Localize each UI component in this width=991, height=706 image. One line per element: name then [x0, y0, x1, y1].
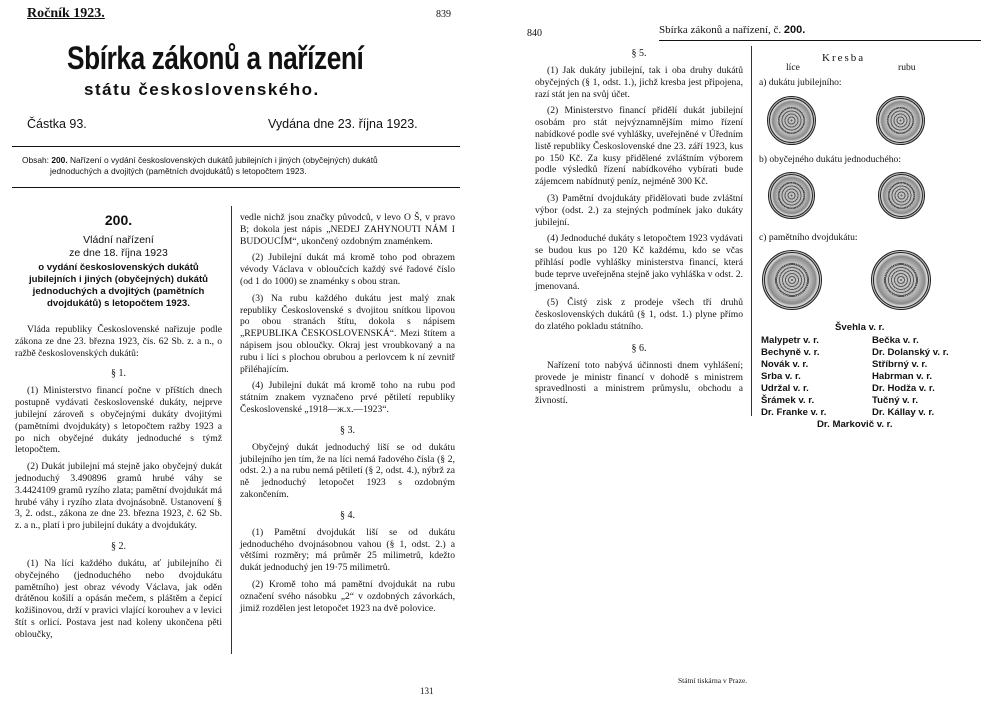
signature: Novák v. r. [761, 359, 809, 370]
footer-number: 131 [420, 686, 434, 696]
signature: Udržal v. r. [761, 383, 809, 394]
label-jubilee: a) dukátu jubilejního: [759, 77, 842, 88]
issue-date: Vydána dne 23. října 1923. [268, 117, 418, 131]
right-page [500, 0, 991, 706]
paragraph: (3) Pamětní dvojdukáty přidělovati bude zvláštní výbor (odst. 2.) za stejných podmínek jako dukáty jubilejní. [535, 192, 743, 228]
decree-number: 200. [104, 212, 133, 228]
divider [12, 187, 460, 188]
signature: Bechyně v. r. [761, 347, 820, 358]
decree-date: ze dne 18. října 1923 [69, 247, 168, 259]
running-title: Sbírka zákonů a nařízení, č. [659, 24, 782, 36]
column-rule [751, 46, 752, 416]
section-heading: § 2. [111, 540, 126, 552]
left-page [0, 0, 478, 706]
signature-head: Švehla v. r. [835, 322, 885, 333]
section-heading: § 6. [631, 342, 647, 354]
paragraph: (4) Jednoduché dukáty s letopočtem 1923 vydávati se budou kus po 120 Kč každému, kdo se včas přihlásí podle vyhlášky ministerstva financí, která bude teprve uveřejněna stejně jako vyhláška v odst. 2. jmenovaná. [535, 233, 743, 292]
signature: Dr. Kállay v. r. [872, 407, 935, 418]
signature: Stříbrný v. r. [872, 359, 928, 370]
page-number: 839 [436, 9, 451, 20]
divider [12, 146, 460, 147]
text-column [535, 48, 743, 407]
paragraph: (2) Kromě toho má pamětní dvojdukát na rubu označení svého násobku „2“ v ozdobných závorkách, jimiž rozdělen jest letopočet 1923 na dvě polovice. [240, 578, 455, 614]
column-1 [15, 212, 222, 641]
reverse-label: rubu [898, 62, 916, 73]
paragraph: (1) Ministerstvo financí počne v příštích dnech postupně vydávati československé dukáty, nejprve jubilejní zároveň s obyčejnými dukáty dvojitými (pamětními dvojdukáty) s letopočtem ražby 1923 a po nich obyčejné dukáty jednoduché s týmž letopočtem. [15, 385, 222, 456]
simple-obverse-coin [768, 172, 815, 219]
signature: Srba v. r. [761, 371, 801, 382]
signature: Dr. Dolanský v. r. [872, 347, 949, 358]
printer-imprint: Státní tiskárna v Praze. [678, 676, 748, 685]
masthead-subtitle: státu československého. [84, 80, 320, 99]
section-heading: § 1. [111, 368, 126, 380]
paragraph: vedle nichž jsou značky původců, v levo O Š, v pravo B; dokola jest nápis „NEDEJ ZAHYNOUTI NÁM I BUDOUCÍM“, ukončený ozdobným znaménkem. [240, 212, 455, 247]
signature: Tučný v. r. [872, 395, 919, 406]
decree-title: Vládní nařízení [83, 234, 154, 246]
section-heading: § 4. [340, 509, 355, 521]
decree-subject: o vydání československých dukátů jubilejních i jiných (obyčejných) dukátů jednoduchých a dvojitých (pamětních dvojdukátů) s letopočtem 1923. [28, 262, 209, 309]
double-reverse-coin [871, 250, 931, 310]
double-obverse-coin [762, 250, 822, 310]
signature: Habrman v. r. [872, 371, 933, 382]
label-double: c) pamětního dvojdukátu: [759, 232, 858, 243]
column-rule [231, 206, 232, 654]
paragraph: (2) Ministerstvo financí přidělí dukát jubilejní osobám pro stát nejvýznamnějším mimo řízení nabídkové podle své vyhlášky, uveřejněné v Úředním listě republiky Československé dne 23. září 1923, kus po 150 Kč. Za kusy přidělené zvláštním výborem podle výsledků řízení nabídkového vybírati bude zájemcem nabídnutý peníz, nejméně 300 Kč. [535, 105, 743, 188]
contents-box [22, 155, 452, 177]
section-heading: § 5. [631, 48, 647, 59]
obverse-label: líce [786, 62, 800, 73]
label-simple: b) obyčejného dukátu jednoduchého: [759, 154, 901, 165]
column-2 [240, 212, 455, 614]
signature: Dr. Hodža v. r. [872, 383, 935, 394]
paragraph: (5) Čistý zisk z prodeje všech tří druhů československých dukátů (§ 1, odst. 1.) plyne přímo do zlatého pokladu státního. [535, 297, 743, 332]
paragraph: (1) Na líci každého dukátu, ať jubilejního či obyčejného (jednoduchého nebo dvojdukátu pamětního) jest obraz vévody Václava, jak oděn drátěnou košilí a opásán mečem, s pláštěm a čepicí kožišinovou, drží v pravici vlající korouhev a v levici štít s orlicí. Postava jest nad koleny ukončena pěti obloučky, [15, 557, 222, 640]
contents-label: Obsah: [22, 155, 50, 165]
paragraph: (1) Pamětní dvojdukát liší se od dukátu jednoduchého dvojnásobnou vahou (§ 1, odst. 2.) a většími rozměry; má průměr 25 milimetrů, kdežto dukát jednoduchý jen 19·75 milimetrů. [240, 526, 455, 574]
signature: Dr. Markovič v. r. [817, 419, 893, 430]
contents-text-2: jednoduchých a dvojitých (pamětních dvojdukátů) s letopočtem 1923. [50, 166, 307, 176]
paragraph: (1) Jak dukáty jubilejní, tak i oba druhy dukátů obyčejných (§ 1, odst. 1.), jichž kresba jest připojena, razí stát jen na svůj účet. [535, 65, 743, 100]
section-heading: § 3. [340, 424, 355, 436]
running-header [659, 24, 805, 36]
page-number: 840 [527, 28, 542, 39]
drawing-title: Kresba [822, 52, 866, 64]
paragraph: (2) Jubilejní dukát má kromě toho pod obrazem vévody Václava v obloučcích každý své řadové číslo (od 1 do 1000) se znaménky s obou stran. [240, 252, 455, 287]
signature: Bečka v. r. [872, 335, 919, 346]
running-number: 200. [783, 24, 806, 36]
jubilee-obverse-coin [767, 96, 816, 145]
signature: Šrámek v. r. [761, 395, 815, 406]
paragraph: (2) Dukát jubilejní má stejně jako obyčejný dukát jednoduchý 3.490896 gramů hrubé váhy se 3.4424109 gramů ryzího zlata; pamětní dvojdukát má hrubé váhy i ryzího zlata dvojnásobně. Ustanovení § 3, 2. odst., zákona ze dne 23. března 1923, č. 62 Sb. z. a n., platí i pro jubilejní dukáty a dvojdukáty. [15, 461, 222, 532]
signature: Dr. Franke v. r. [761, 407, 827, 418]
divider [659, 40, 981, 41]
issue-part: Částka 93. [27, 117, 87, 131]
masthead-title: Sbírka zákonů a nařízení [67, 40, 364, 76]
intro-paragraph: Vláda republiky Československé nařizuje podle zákona ze dne 23. března 1923, čís. 62 Sb. z. a n., o ražbě československých dukátů: [15, 324, 222, 359]
volume-label: Ročník 1923. [27, 6, 105, 21]
paragraph: Nařízení toto nabývá účinnosti dnem vyhlášení; provede je ministr financí v dohodě s ministrem spravedlnosti a ministrem průmyslu, obchodu a živností. [535, 359, 743, 407]
jubilee-reverse-coin [876, 96, 925, 145]
contents-text-1: Nařízení o vydání československých dukátů jubilejních i jiných (obyčejných) dukátů [69, 155, 378, 165]
paragraph: (3) Na rubu každého dukátu jest malý znak republiky Československé s dvojitou snítkou lipovou po obou stranách štítu, dokola s nápisem „REPUBLIKA ČESKOSLOVENSKÁ“. Mezi štítem a nápisem jsou obloučky. Okraj jest vroubkovaný a na rubu i líci s plochou obrubou a perlovcem k ní zevnitř přiléhajícím. [240, 292, 455, 375]
signature: Malypetr v. r. [761, 335, 819, 346]
simple-reverse-coin [878, 172, 925, 219]
contents-number: 200. [51, 155, 68, 165]
paragraph: Obyčejný dukát jednoduchý liší se od dukátu jubilejního jen tím, že na líci nemá řadového čísla (§ 2, odst. 2.) a na rubu nemá pětiletí (§ 2, odst. 4.), nýbrž za ně jednoduchý letopočet 1923 s ozdobným zakončením. [240, 441, 455, 500]
paragraph: (4) Jubilejní dukát má kromě toho na rubu pod státním znakem vyznačeno prvé pětiletí republiky Československé „1918—ж.х.—1923“. [240, 380, 455, 415]
